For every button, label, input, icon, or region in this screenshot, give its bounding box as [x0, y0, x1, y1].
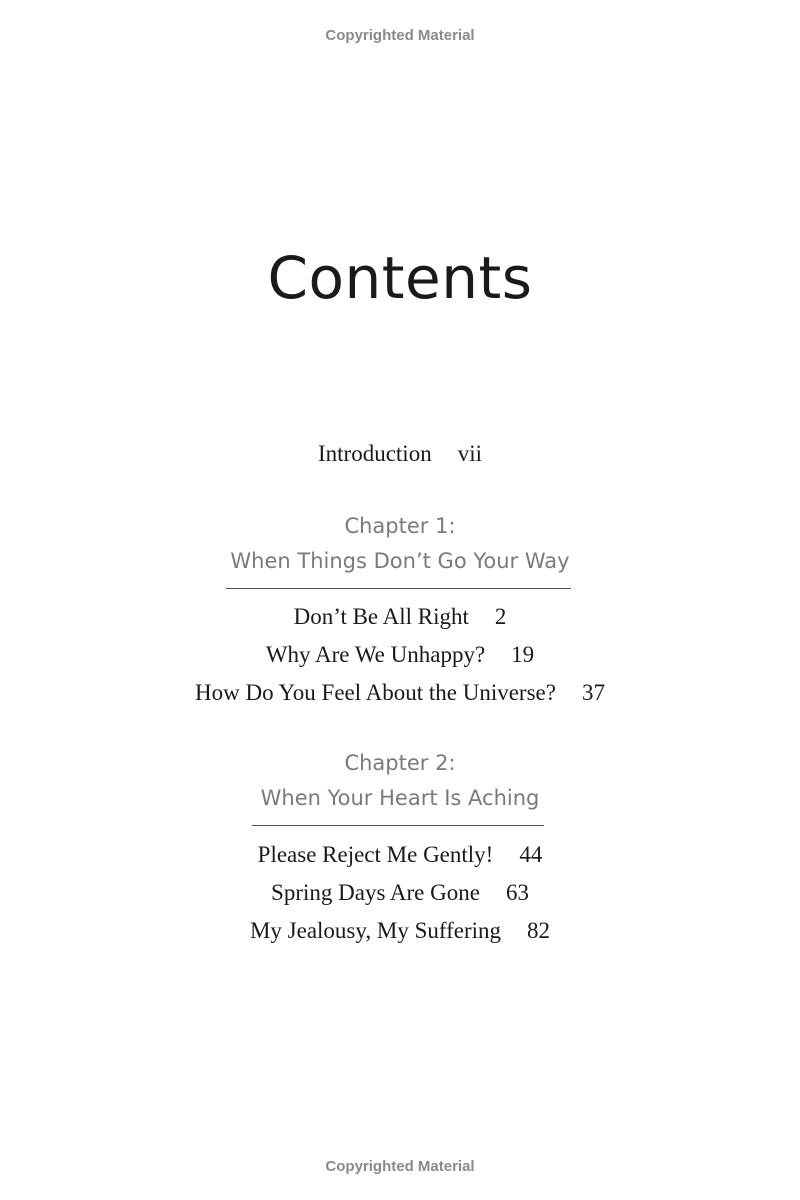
chapter-2-divider [252, 825, 544, 826]
toc-entry[interactable] [0, 842, 800, 868]
toc-entry[interactable] [0, 604, 800, 630]
page-title: Contents [267, 244, 533, 312]
toc-entry-label: Introduction [318, 441, 432, 466]
chapter-1-title: When Things Don’t Go Your Way [230, 549, 570, 573]
toc-entry-page: vii [457, 441, 482, 466]
copyright-watermark-top: Copyrighted Material [325, 27, 475, 44]
toc-entry[interactable] [0, 880, 800, 906]
toc-entry[interactable] [0, 918, 800, 944]
toc-entry-label: How Do You Feel About the Universe? [195, 680, 556, 705]
toc-entry-page: 2 [494, 604, 507, 629]
toc-entry-page: 37 [581, 680, 605, 705]
toc-entry-page: 63 [505, 880, 529, 905]
chapter-1-number: Chapter 1: [344, 514, 456, 538]
chapter-2-number: Chapter 2: [344, 751, 456, 775]
toc-entry-label: Spring Days Are Gone [271, 880, 480, 905]
copyright-watermark-bottom: Copyrighted Material [325, 1158, 475, 1175]
toc-entry-label: Why Are We Unhappy? [265, 642, 486, 667]
toc-entry-page: 19 [511, 642, 535, 667]
chapter-2-title: When Your Heart Is Aching [260, 786, 540, 810]
toc-entry-label: My Jealousy, My Suffering [249, 918, 502, 943]
toc-entry-page: 44 [519, 842, 543, 867]
toc-entry[interactable] [0, 642, 800, 668]
chapter-1-divider [226, 588, 571, 589]
toc-entry-label: Don’t Be All Right [293, 604, 469, 629]
toc-entry-introduction[interactable] [0, 441, 800, 467]
toc-entry-page: 82 [527, 918, 551, 943]
toc-entry-label: Please Reject Me Gently! [257, 842, 494, 867]
toc-entry[interactable] [0, 680, 800, 706]
